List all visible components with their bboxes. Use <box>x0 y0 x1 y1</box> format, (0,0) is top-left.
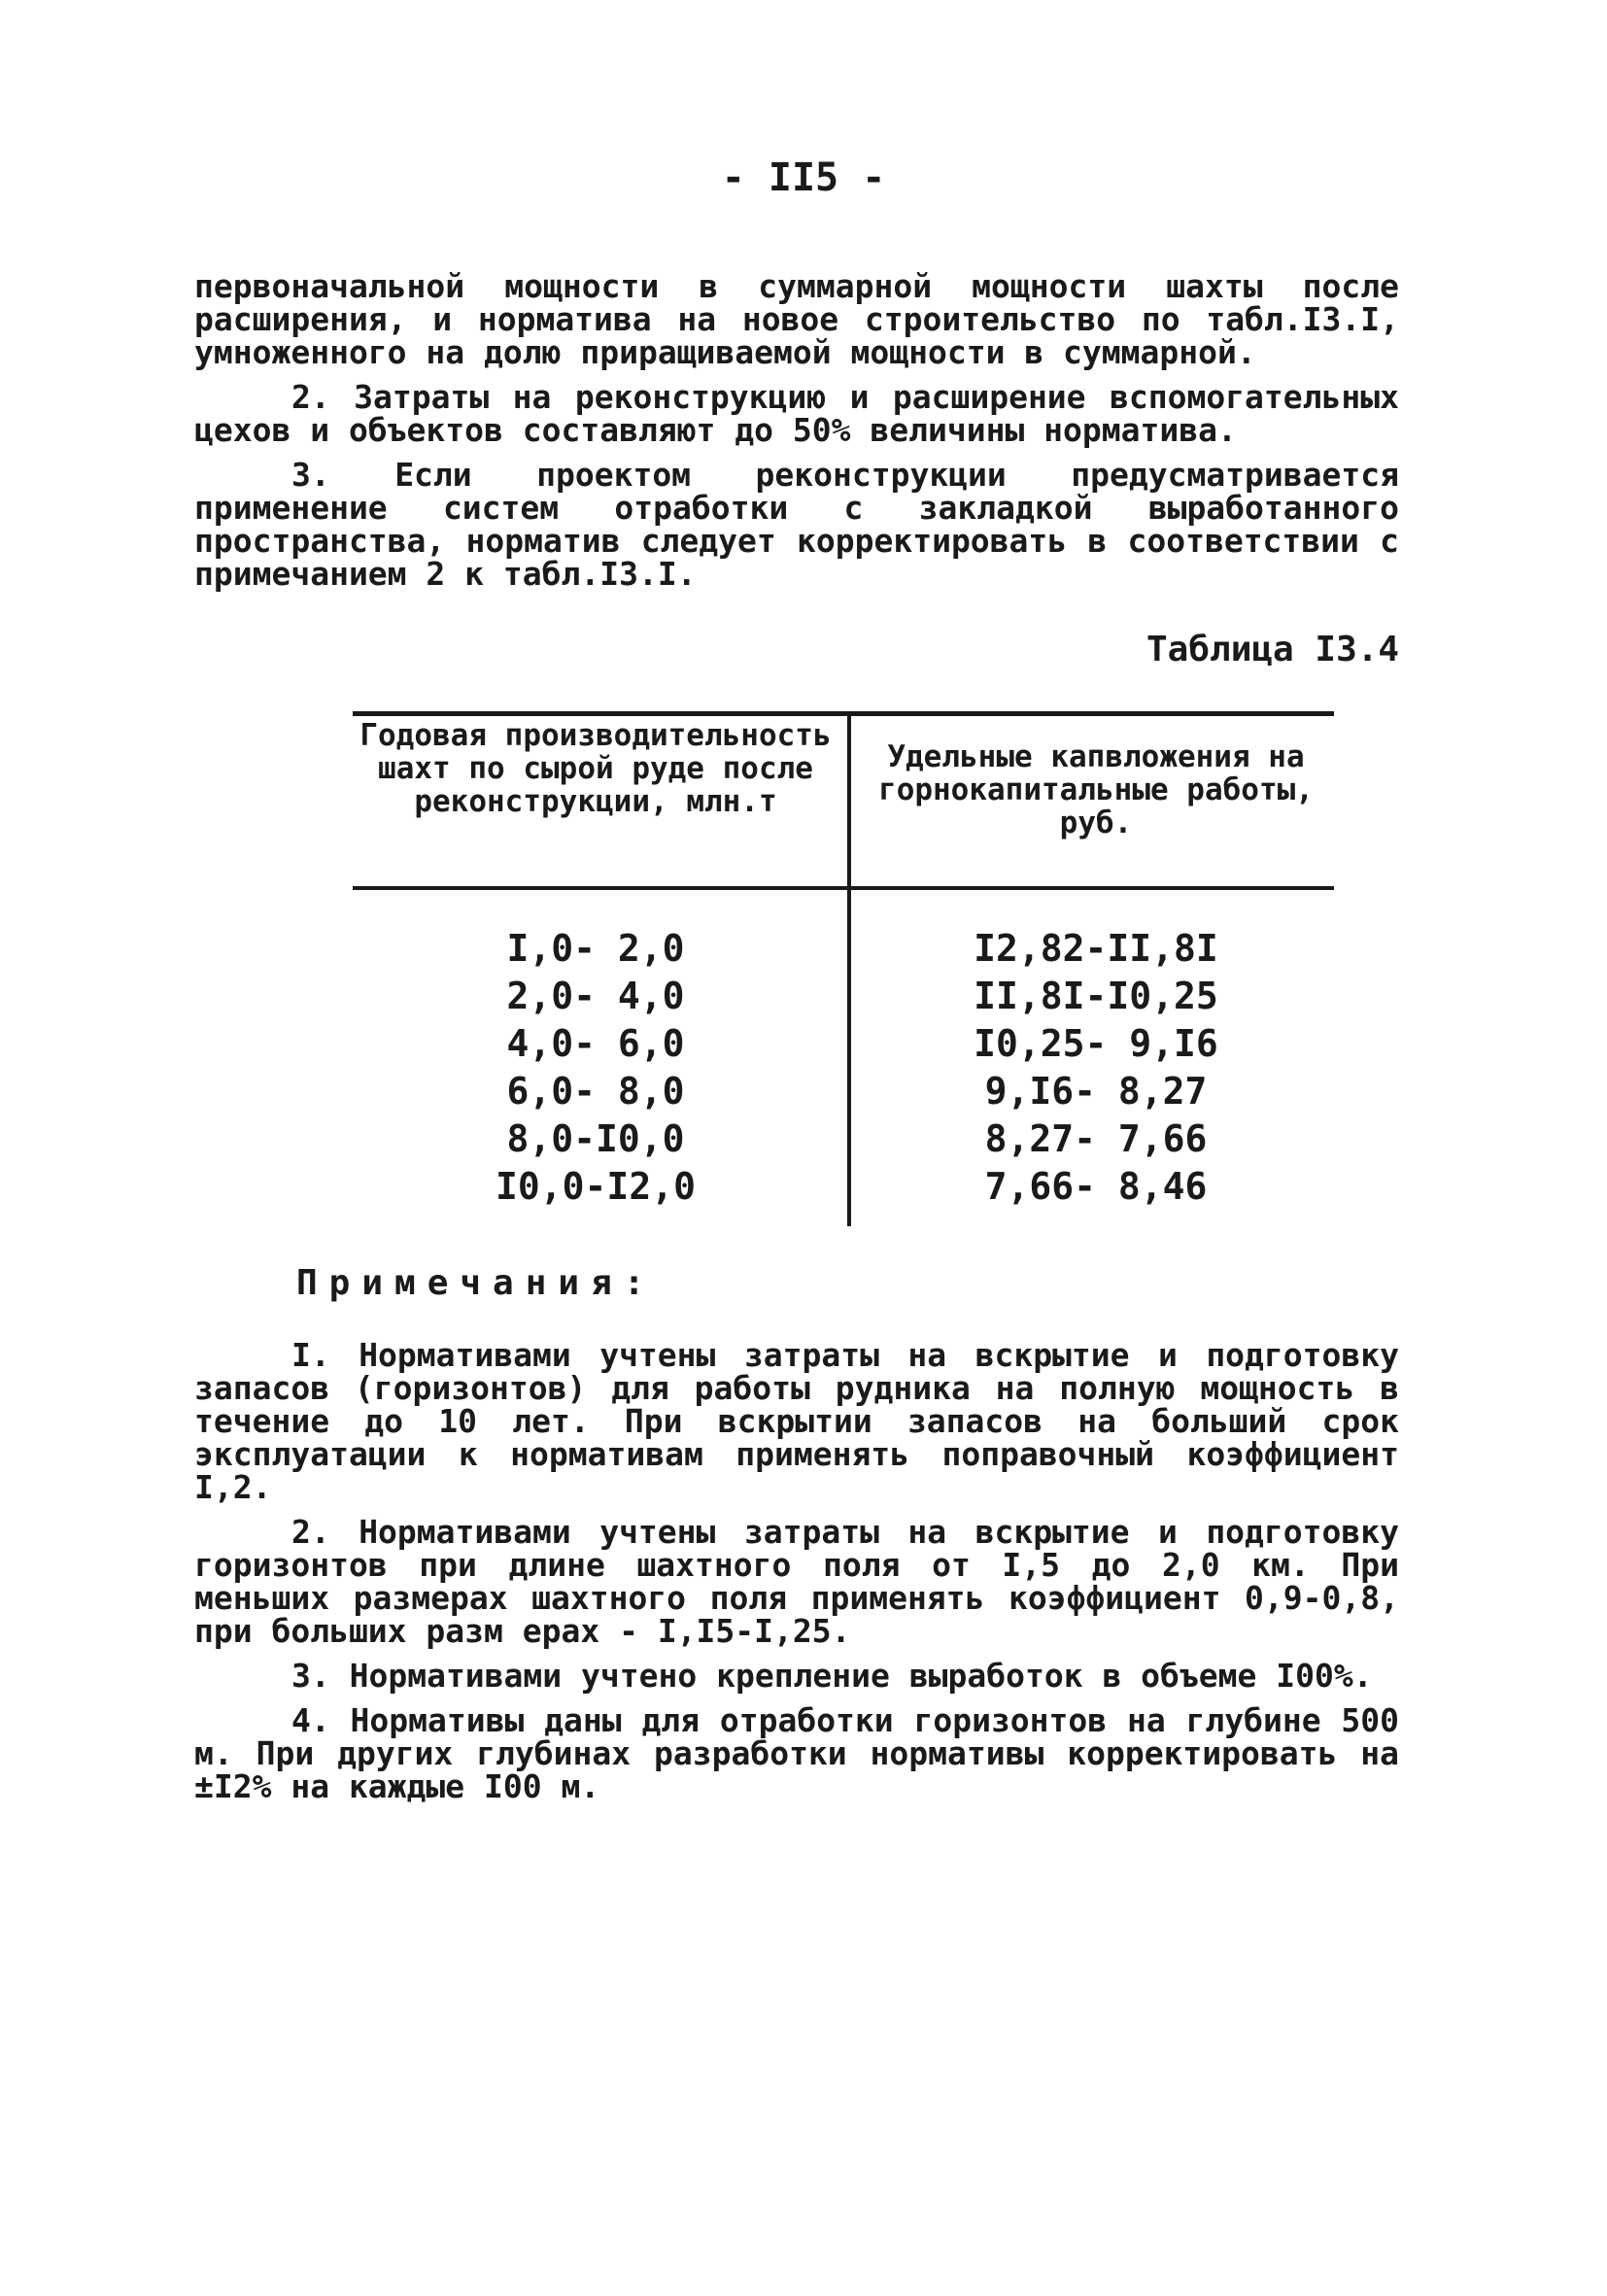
data-table <box>353 711 1334 1226</box>
note-item: 4. Нормативы даны для отработки горизонтов на глубине 500 м. При других глубинах разработки нормативы корректировать на ±I2% на каждые I00 м. <box>194 1701 1399 1805</box>
page-number: - II5 - <box>721 155 886 200</box>
intro-paragraph: первоначальной мощности в суммарной мощности шахты после расширения, и норматива на новое строительство по табл.I3.I, умноженного на долю приращиваемой мощности в суммарной. <box>194 267 1399 371</box>
table-row <box>353 1070 1334 1117</box>
note-item: 2. Нормативами учтены затраты на вскрытие и подготовку горизонтов при длине шахтного поля от I,5 до 2,0 км. При меньших размерах шахтного поля применять коэффициент 0,9-0,8, при больших разм ерах - I,I5-I,25. <box>194 1513 1399 1650</box>
cell-range: I,0- 2,0 <box>506 927 685 970</box>
table-header-rule <box>353 886 1334 890</box>
intro-paragraph: 3. Если проектом реконструкции предусматривается применение систем отработки с закладкой выработанного пространства, норматив следует корректировать в соответствии с примечанием 2 к табл.I3.I. <box>194 456 1399 593</box>
table-body <box>353 927 1334 1213</box>
cell-value: I0,25- 9,I6 <box>974 1022 1218 1065</box>
notes-title: Примечания: <box>296 1263 657 1303</box>
cell-value: I2,82-II,8I <box>974 927 1218 970</box>
cell-range: 4,0- 6,0 <box>506 1022 685 1065</box>
table-caption: Таблица I3.4 <box>1146 630 1400 669</box>
cell-range: 2,0- 4,0 <box>506 975 685 1017</box>
notes-list <box>194 1336 1399 1815</box>
cell-range: I0,0-I2,0 <box>496 1165 696 1208</box>
cell-range: 8,0-I0,0 <box>506 1117 685 1160</box>
table-row <box>353 927 1334 975</box>
cell-value: 7,66- 8,46 <box>984 1165 1208 1208</box>
intro-paragraph: 2. Затраты на реконструкцию и расширение вспомогательных цехов и объектов составляют до 50% величины норматива. <box>194 378 1399 449</box>
table-row <box>353 1022 1334 1070</box>
table-row <box>353 1165 1334 1213</box>
cell-range: 6,0- 8,0 <box>506 1070 685 1113</box>
column-header-investment: Удельные капвложения на горнокапитальные работы, руб. <box>878 739 1314 840</box>
intro-text <box>194 267 1399 602</box>
note-item: I. Нормативами учтены затраты на вскрытие и подготовку запасов (горизонтов) для работы рудника на полную мощность в течение до 10 лет. При вскрытии запасов на больший срок эксплуатации к нормативам применять поправочный коэффициент I,2. <box>194 1336 1399 1506</box>
cell-value: 8,27- 7,66 <box>984 1117 1208 1160</box>
cell-value: 9,I6- 8,27 <box>984 1070 1208 1113</box>
cell-value: II,8I-I0,25 <box>974 975 1218 1017</box>
column-header-production: Годовая производительность шахт по сырой руде после реконструкции, млн.т <box>359 718 832 819</box>
table-top-rule <box>353 711 1334 716</box>
table-row <box>353 1117 1334 1165</box>
table-row <box>353 975 1334 1022</box>
note-item: 3. Нормативами учтено крепление выработок в объеме I00%. <box>291 1657 1373 1695</box>
